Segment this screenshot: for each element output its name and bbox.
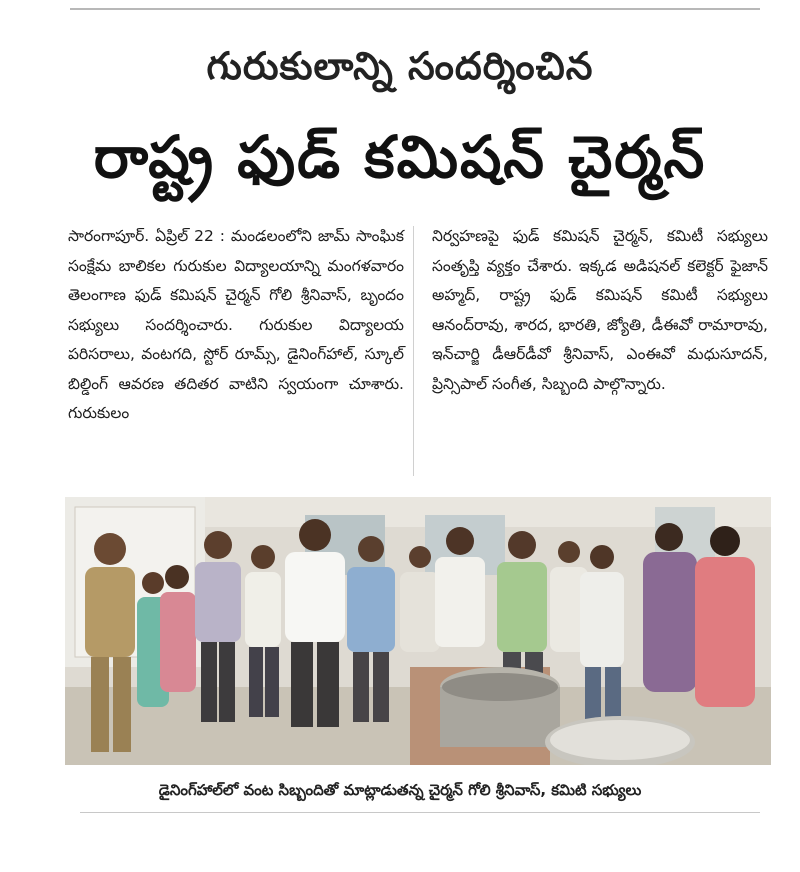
news-photo [65, 497, 771, 765]
news-photo-illustration [65, 497, 771, 765]
article-column-2: నిర్వహణపై ఫుడ్ కమిషన్ చైర్మన్, కమిటీ సభ్యులు సంతృప్తి వ్యక్తం చేశారు. ఇక్కడ అడిషనల్ కలెక్టర్ ఫైజాన్ అహ్మద్, రాష్ట్ర ఫుడ్ కమిషన్ కమిటీ సభ్యులు ఆనంద్‌రావు, శారద, భారతి, జ్యోతి, డీఈవో రామారావు, ఇన్‌చార్జి డీఆర్‌డీవో శ్రీనివాస్, ఎంఈవో మధుసూదన్, ప్రిన్సిపాల్ సంగీత, సిబ్బంది పాల్గొన్నారు. [432, 227, 768, 393]
top-rule [70, 8, 760, 10]
bottom-rule [80, 812, 760, 813]
photo-caption: డైనింగ్‌హాల్‌లో వంట సిబ్బందితో మాట్లాడుతన్న చైర్మన్ గోలి శ్రీనివాస్, కమిటి సభ్యులు [158, 781, 642, 799]
article-body [68, 222, 768, 484]
article-kicker: గురుకులాన్ని సందర్శించిన [206, 44, 594, 88]
article-column-1: సారంగాపూర్. ఏప్రిల్ 22 : మండలంలోని జామ్ సాంఘిక సంక్షేమ బాలికల గురుకుల విద్యాలయాన్ని మంగళవారం తెలంగాణ ఫుడ్ కమిషన్ చైర్మన్ గోలి శ్రీనివాస్, బృందం సభ్యులు సందర్శించారు. గురుకుల విద్యాలయ పరిసరాలు, వంటగది, స్టోర్ రూమ్స్, డైనింగ్‌హాల్, స్కూల్ బిల్డింగ్ ఆవరణ తదితర వాటిని స్వయంగా చూశారు. గురుకులం [68, 227, 404, 422]
article-headline: రాష్ట్ర ఫుడ్ కమిషన్ చైర్మన్ [93, 123, 707, 191]
